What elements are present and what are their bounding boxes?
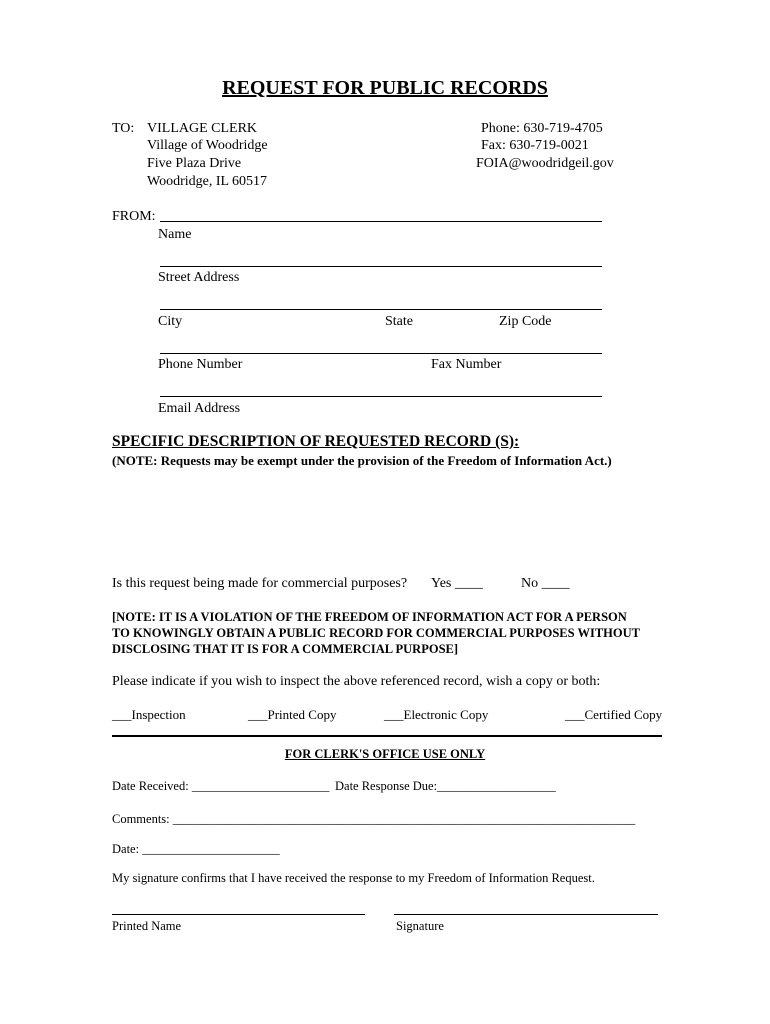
zip-label: Zip Code <box>499 314 552 329</box>
phone-fax-field-line[interactable] <box>160 353 602 354</box>
state-label: State <box>385 314 413 329</box>
signature-line[interactable] <box>394 914 658 915</box>
commercial-yes[interactable]: Yes ____ <box>431 576 483 591</box>
name-label: Name <box>158 227 192 242</box>
clerk-fax: Fax: 630-719-0021 <box>481 138 589 153</box>
commercial-warning-1: [NOTE: IT IS A VIOLATION OF THE FREEDOM OF INFORMATION ACT FOR A PERSON <box>112 610 627 624</box>
city-state-zip-field-line[interactable] <box>160 309 602 310</box>
signature-label: Signature <box>396 919 444 933</box>
option-electronic-copy[interactable]: ___Electronic Copy <box>384 707 489 722</box>
street-field-line[interactable] <box>160 266 602 267</box>
to-label: TO: <box>112 121 135 136</box>
clerk-heading: FOR CLERK'S OFFICE USE ONLY <box>284 747 486 761</box>
date-received-field[interactable]: Date Received: ______________________ <box>112 779 330 793</box>
email-field-line[interactable] <box>160 396 602 397</box>
name-field-line[interactable] <box>160 221 602 222</box>
printed-name-label: Printed Name <box>112 919 182 933</box>
city-label: City <box>158 314 183 329</box>
from-label: FROM: <box>112 209 156 224</box>
commercial-warning-3: DISCLOSING THAT IT IS FOR A COMMERCIAL PURPOSE] <box>112 642 459 656</box>
printed-name-line[interactable] <box>112 914 365 915</box>
email-label: Email Address <box>158 401 241 416</box>
signature-statement: My signature confirms that I have received the response to my Freedom of Information Request. <box>112 871 595 885</box>
commercial-no[interactable]: No ____ <box>521 576 570 591</box>
copy-prompt: Please indicate if you wish to inspect the above referenced record, wish a copy or both: <box>112 674 601 689</box>
description-note: (NOTE: Requests may be exempt under the provision of the Freedom of Information Act.) <box>112 453 612 468</box>
date-field[interactable]: Date: ______________________ <box>112 842 280 856</box>
option-certified-copy[interactable]: ___Certified Copy <box>565 707 663 722</box>
clerk-phone: Phone: 630-719-4705 <box>481 121 603 136</box>
date-response-due-field[interactable]: Date Response Due:___________________ <box>335 779 556 793</box>
fax-label: Fax Number <box>431 357 502 372</box>
comments-field[interactable]: Comments: __________________________________________________________________________ <box>112 812 636 826</box>
description-heading: SPECIFIC DESCRIPTION OF REQUESTED RECORD (S): <box>112 433 520 450</box>
section-divider <box>112 735 662 737</box>
option-printed-copy[interactable]: ___Printed Copy <box>248 707 337 722</box>
phone-label: Phone Number <box>158 357 243 372</box>
clerk-email: FOIA@woodridgeil.gov <box>476 156 614 171</box>
to-line-2: Village of Woodridge <box>147 138 268 153</box>
commercial-warning-2: TO KNOWINGLY OBTAIN A PUBLIC RECORD FOR COMMERCIAL PURPOSES WITHOUT <box>112 626 640 640</box>
option-inspection[interactable]: ___Inspection <box>112 707 186 722</box>
description-area[interactable] <box>112 476 662 566</box>
to-line-3: Five Plaza Drive <box>147 156 242 171</box>
street-label: Street Address <box>158 270 240 285</box>
page-title: REQUEST FOR PUBLIC RECORDS <box>222 77 548 99</box>
commercial-question: Is this request being made for commercial purposes? <box>112 576 408 591</box>
to-line-1: VILLAGE CLERK <box>147 121 258 136</box>
to-line-4: Woodridge, IL 60517 <box>147 174 268 189</box>
